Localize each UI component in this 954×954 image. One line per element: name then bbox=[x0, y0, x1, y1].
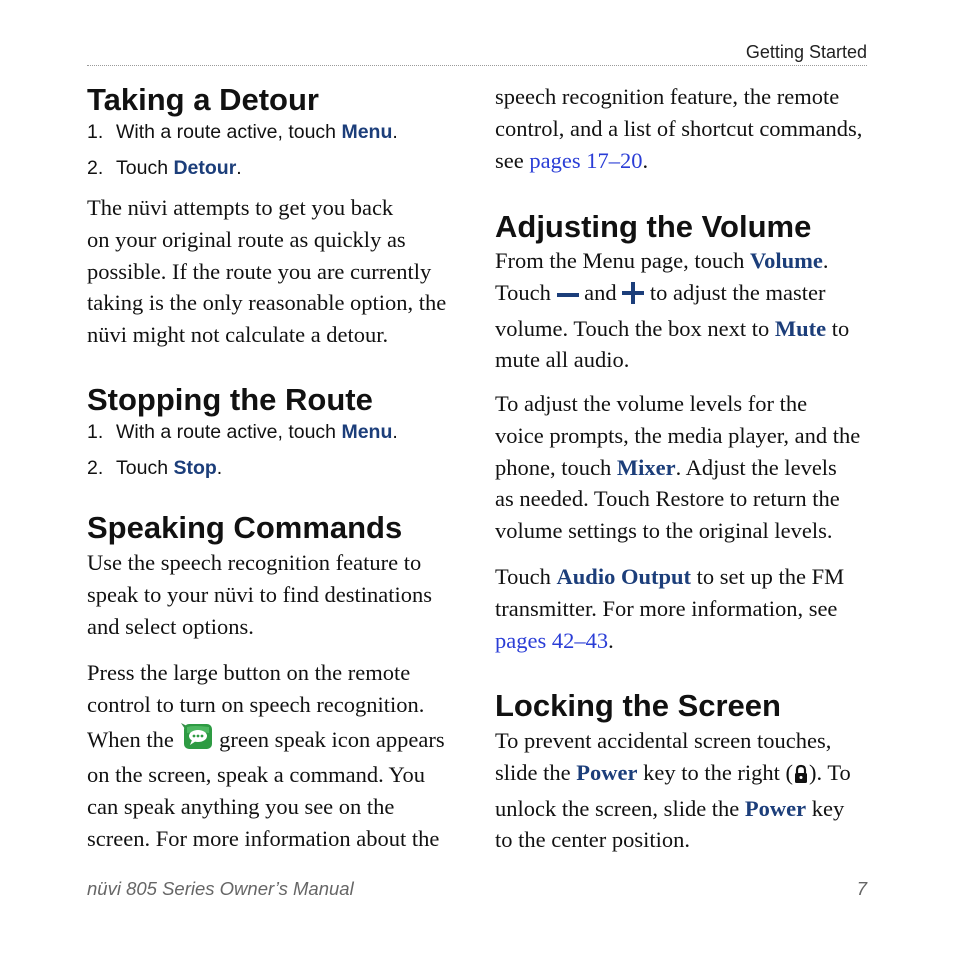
plus-icon bbox=[622, 281, 644, 313]
volume-paragraph-2: To adjust the volume levels for the voice prompts, the media player, and the phone, touch Mixer. Adjust the levels as needed. Touch Restore to return the volume settings to the original levels. bbox=[495, 391, 861, 544]
heading-stopping-the-route: Stopping the Route bbox=[87, 382, 373, 417]
volume-paragraph-3: Touch Audio Output to set up the FM transmitter. For more information, see pages 42–43. bbox=[495, 564, 845, 653]
detour-step-2: 2. Touch Detour. bbox=[87, 157, 242, 179]
stopping-step-1: 1. With a route active, touch Menu. bbox=[87, 421, 398, 443]
pages-17-20-link[interactable]: pages 17–20 bbox=[529, 147, 643, 173]
speaking-paragraph-2: Press the large button on the remote control to turn on speech recognition. When the green speak icon appears on the screen, speak a command. You can speak anything you see on the screen. For more information about the bbox=[87, 660, 445, 851]
pages-42-43-link[interactable]: pages 42–43 bbox=[495, 627, 609, 653]
power-keyword: Power bbox=[744, 795, 807, 821]
speak-icon bbox=[179, 721, 213, 760]
running-header: Getting Started bbox=[745, 42, 867, 62]
heading-locking-the-screen: Locking the Screen bbox=[495, 688, 781, 723]
volume-paragraph-1: From the Menu page, touch Volume. Touch and to adjust the master volume. Touch the box next to Mute to mute all audio. bbox=[495, 248, 850, 373]
locking-paragraph: To prevent accidental screen touches, slide the Power key to the right ( ). To unlock the screen, slide the Power key to the center position. bbox=[495, 728, 851, 853]
audio-output-keyword: Audio Output bbox=[556, 564, 691, 589]
volume-keyword: Volume bbox=[749, 248, 823, 273]
detour-paragraph: The nüvi attempts to get you back on your original route as quickly as possible. If the route you are currently taking is the only reasonable option, the nüvi might not calculate a detour. bbox=[87, 195, 447, 348]
heading-adjusting-the-volume: Adjusting the Volume bbox=[495, 209, 812, 244]
speaking-paragraph-1: Use the speech recognition feature to speak to your nüvi to find destinations and select options. bbox=[87, 550, 432, 639]
page-number: 7 bbox=[856, 878, 867, 899]
mixer-keyword: Mixer bbox=[616, 454, 676, 480]
heading-taking-a-detour: Taking a Detour bbox=[87, 82, 319, 117]
footer-manual-title: nüvi 805 Series Owner’s Manual bbox=[87, 878, 354, 899]
heading-speaking-commands: Speaking Commands bbox=[87, 510, 403, 545]
menu-keyword: Menu bbox=[341, 121, 393, 143]
mute-keyword: Mute bbox=[774, 315, 827, 341]
lock-icon bbox=[793, 761, 809, 793]
speech-continuation-paragraph: speech recognition feature, the remote control, and a list of shortcut commands, see pages 17–20. bbox=[495, 84, 863, 173]
header-divider bbox=[87, 65, 867, 66]
power-keyword: Power bbox=[576, 759, 638, 785]
detour-keyword: Detour bbox=[173, 157, 237, 179]
stop-keyword: Stop bbox=[173, 457, 217, 479]
detour-step-1: 1. With a route active, touch Menu. bbox=[87, 121, 398, 143]
stopping-step-2: 2. Touch Stop. bbox=[87, 457, 223, 479]
minus-icon bbox=[557, 281, 579, 313]
menu-keyword: Menu bbox=[341, 421, 393, 443]
